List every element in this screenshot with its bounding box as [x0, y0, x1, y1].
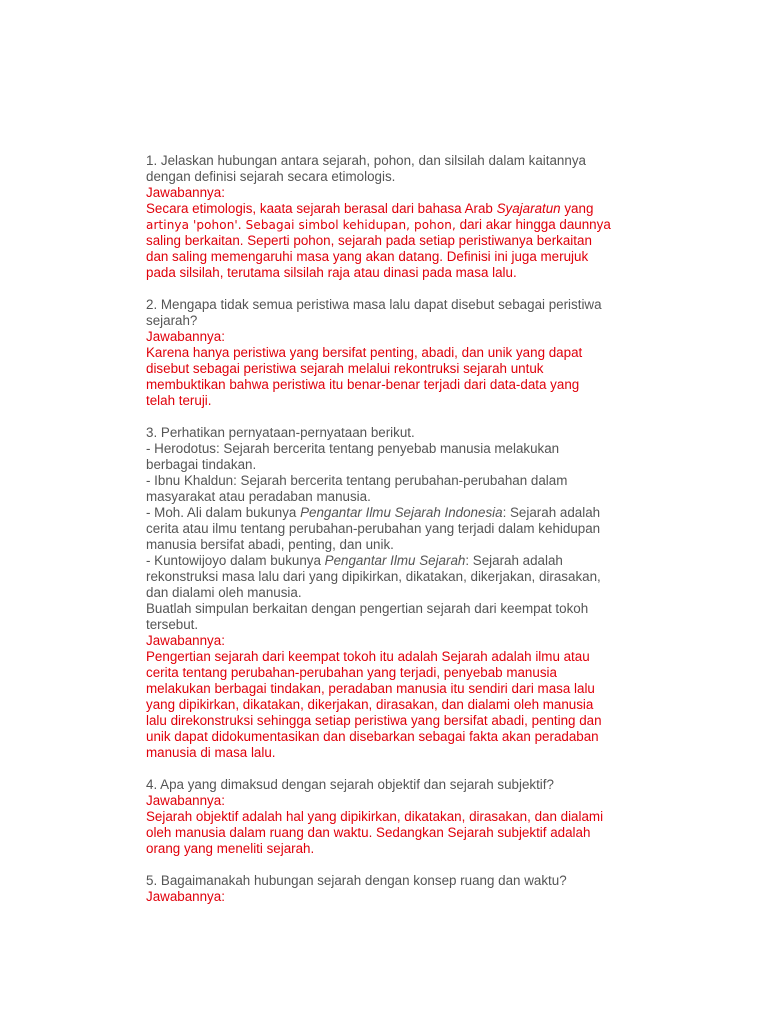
answer-italic-term: Syajaratun	[496, 201, 561, 216]
book-title: Pengantar Ilmu Sejarah	[324, 553, 466, 568]
question-4-line: 4. Apa yang dimaksud dengan sejarah objektif dan sejarah subjektif?	[146, 777, 554, 792]
question-3-line: Buatlah simpulan berkaitan dengan pengertian sejarah dari keempat tokoh	[146, 601, 589, 616]
qa-block-5	[146, 873, 666, 905]
answer-4-line: Sejarah objektif adalah hal yang dipikirkan, dikatakan, dirasakan, dan dialami	[146, 809, 604, 824]
question-text: - Moh. Ali dalam bukunya	[146, 505, 301, 520]
answer-3-line: cerita tentang perubahan-perubahan yang terjadi, penyebab manusia	[146, 665, 557, 680]
qa-block-3	[146, 425, 666, 761]
answer-1-line	[146, 201, 666, 217]
question-3-line: manusia bersifat abadi, penting, dan unik.	[146, 537, 394, 552]
qa-block-2	[146, 297, 666, 409]
answer-4-line: oleh manusia dalam ruang dan waktu. Sedangkan Sejarah subjektif adalah	[146, 825, 591, 840]
answer-2-line: membuktikan bahwa peristiwa itu benar-benar terjadi dari data-data yang	[146, 377, 580, 392]
answer-text: yang	[560, 201, 594, 216]
question-1-line: 1. Jelaskan hubungan antara sejarah, pohon, dan silsilah dalam kaitannya	[146, 153, 586, 168]
answer-3-line: unik dapat didokumentasikan dan disebarkan sebagai fakta akan peradaban	[146, 729, 599, 744]
answer-2-line: disebut sebagai peristiwa sejarah melalui rekontruksi sejarah untuk	[146, 361, 544, 376]
answer-3-line: manusia di masa lalu.	[146, 745, 276, 760]
qa-block-1	[146, 153, 666, 281]
question-3-line: 3. Perhatikan pernyataan-pernyataan berikut.	[146, 425, 415, 440]
book-title: Pengantar Ilmu Sejarah Indonesia	[300, 505, 503, 520]
answer-1-line: saling berkaitan. Seperti pohon, sejarah pada setiap peristiwanya berkaitan	[146, 233, 592, 248]
answer-1-line	[146, 217, 666, 233]
answer-label: Jawabannya:	[146, 185, 225, 200]
answer-label: Jawabannya:	[146, 329, 225, 344]
answer-label: Jawabannya:	[146, 633, 225, 648]
answer-label: Jawabannya:	[146, 889, 225, 904]
answer-text: dari akar hingga daunnya	[455, 217, 611, 232]
answer-4-line: orang yang meneliti sejarah.	[146, 841, 315, 856]
answer-text-small: artinya 'pohon'. Sebagai simbol kehidupan, pohon,	[146, 218, 456, 232]
document-body	[146, 153, 666, 921]
question-2-line: sejarah?	[146, 313, 198, 328]
question-text: - Kuntowijoyo dalam bukunya	[146, 553, 325, 568]
question-3-line: berbagai tindakan.	[146, 457, 257, 472]
answer-2-line: Karena hanya peristiwa yang bersifat penting, abadi, dan unik yang dapat	[146, 345, 583, 360]
question-3-line: tersebut.	[146, 617, 199, 632]
question-3-line	[146, 505, 666, 521]
question-1-line: dengan definisi sejarah secara etimologis.	[146, 169, 396, 184]
question-3-line	[146, 553, 666, 569]
answer-3-line: lalu direkonstruksi sehingga setiap peristiwa yang bersifat abadi, penting dan	[146, 713, 602, 728]
question-3-line: masyarakat atau peradaban manusia.	[146, 489, 371, 504]
question-text: : Sejarah adalah	[502, 505, 601, 520]
question-3-line: - Ibnu Khaldun: Sejarah bercerita tentang perubahan-perubahan dalam	[146, 473, 568, 488]
answer-1-line: pada silsilah, terutama silsilah raja atau dinasi pada masa lalu.	[146, 265, 517, 280]
question-text: : Sejarah adalah	[465, 553, 563, 568]
question-3-line: cerita atau ilmu tentang perubahan-perubahan yang terjadi dalam kehidupan	[146, 521, 601, 536]
question-3-line: rekonstruksi masa lalu dari yang dipikirkan, dikatakan, dikerjakan, dirasakan,	[146, 569, 601, 584]
question-2-line: 2. Mengapa tidak semua peristiwa masa lalu dapat disebut sebagai peristiwa	[146, 297, 602, 312]
question-5-line: 5. Bagaimanakah hubungan sejarah dengan konsep ruang dan waktu?	[146, 873, 567, 888]
question-3-line: dan dialami oleh manusia.	[146, 585, 302, 600]
answer-3-line: melakukan berbagai tindakan, peradaban manusia itu sendiri dari masa lalu	[146, 681, 595, 696]
qa-block-4	[146, 777, 666, 857]
answer-text: Secara etimologis, kaata sejarah berasal dari bahasa Arab	[146, 201, 497, 216]
answer-3-line: yang dipikirkan, dikatakan, dikerjakan, dirasakan, dan dialami oleh manusia	[146, 697, 594, 712]
answer-label: Jawabannya:	[146, 793, 225, 808]
answer-3-line: Pengertian sejarah dari keempat tokoh itu adalah Sejarah adalah ilmu atau	[146, 649, 590, 664]
question-3-line: - Herodotus: Sejarah bercerita tentang penyebab manusia melakukan	[146, 441, 560, 456]
answer-1-line: dan saling memengaruhi masa yang akan datang. Definisi ini juga merujuk	[146, 249, 589, 264]
answer-2-line: telah teruji.	[146, 393, 212, 408]
